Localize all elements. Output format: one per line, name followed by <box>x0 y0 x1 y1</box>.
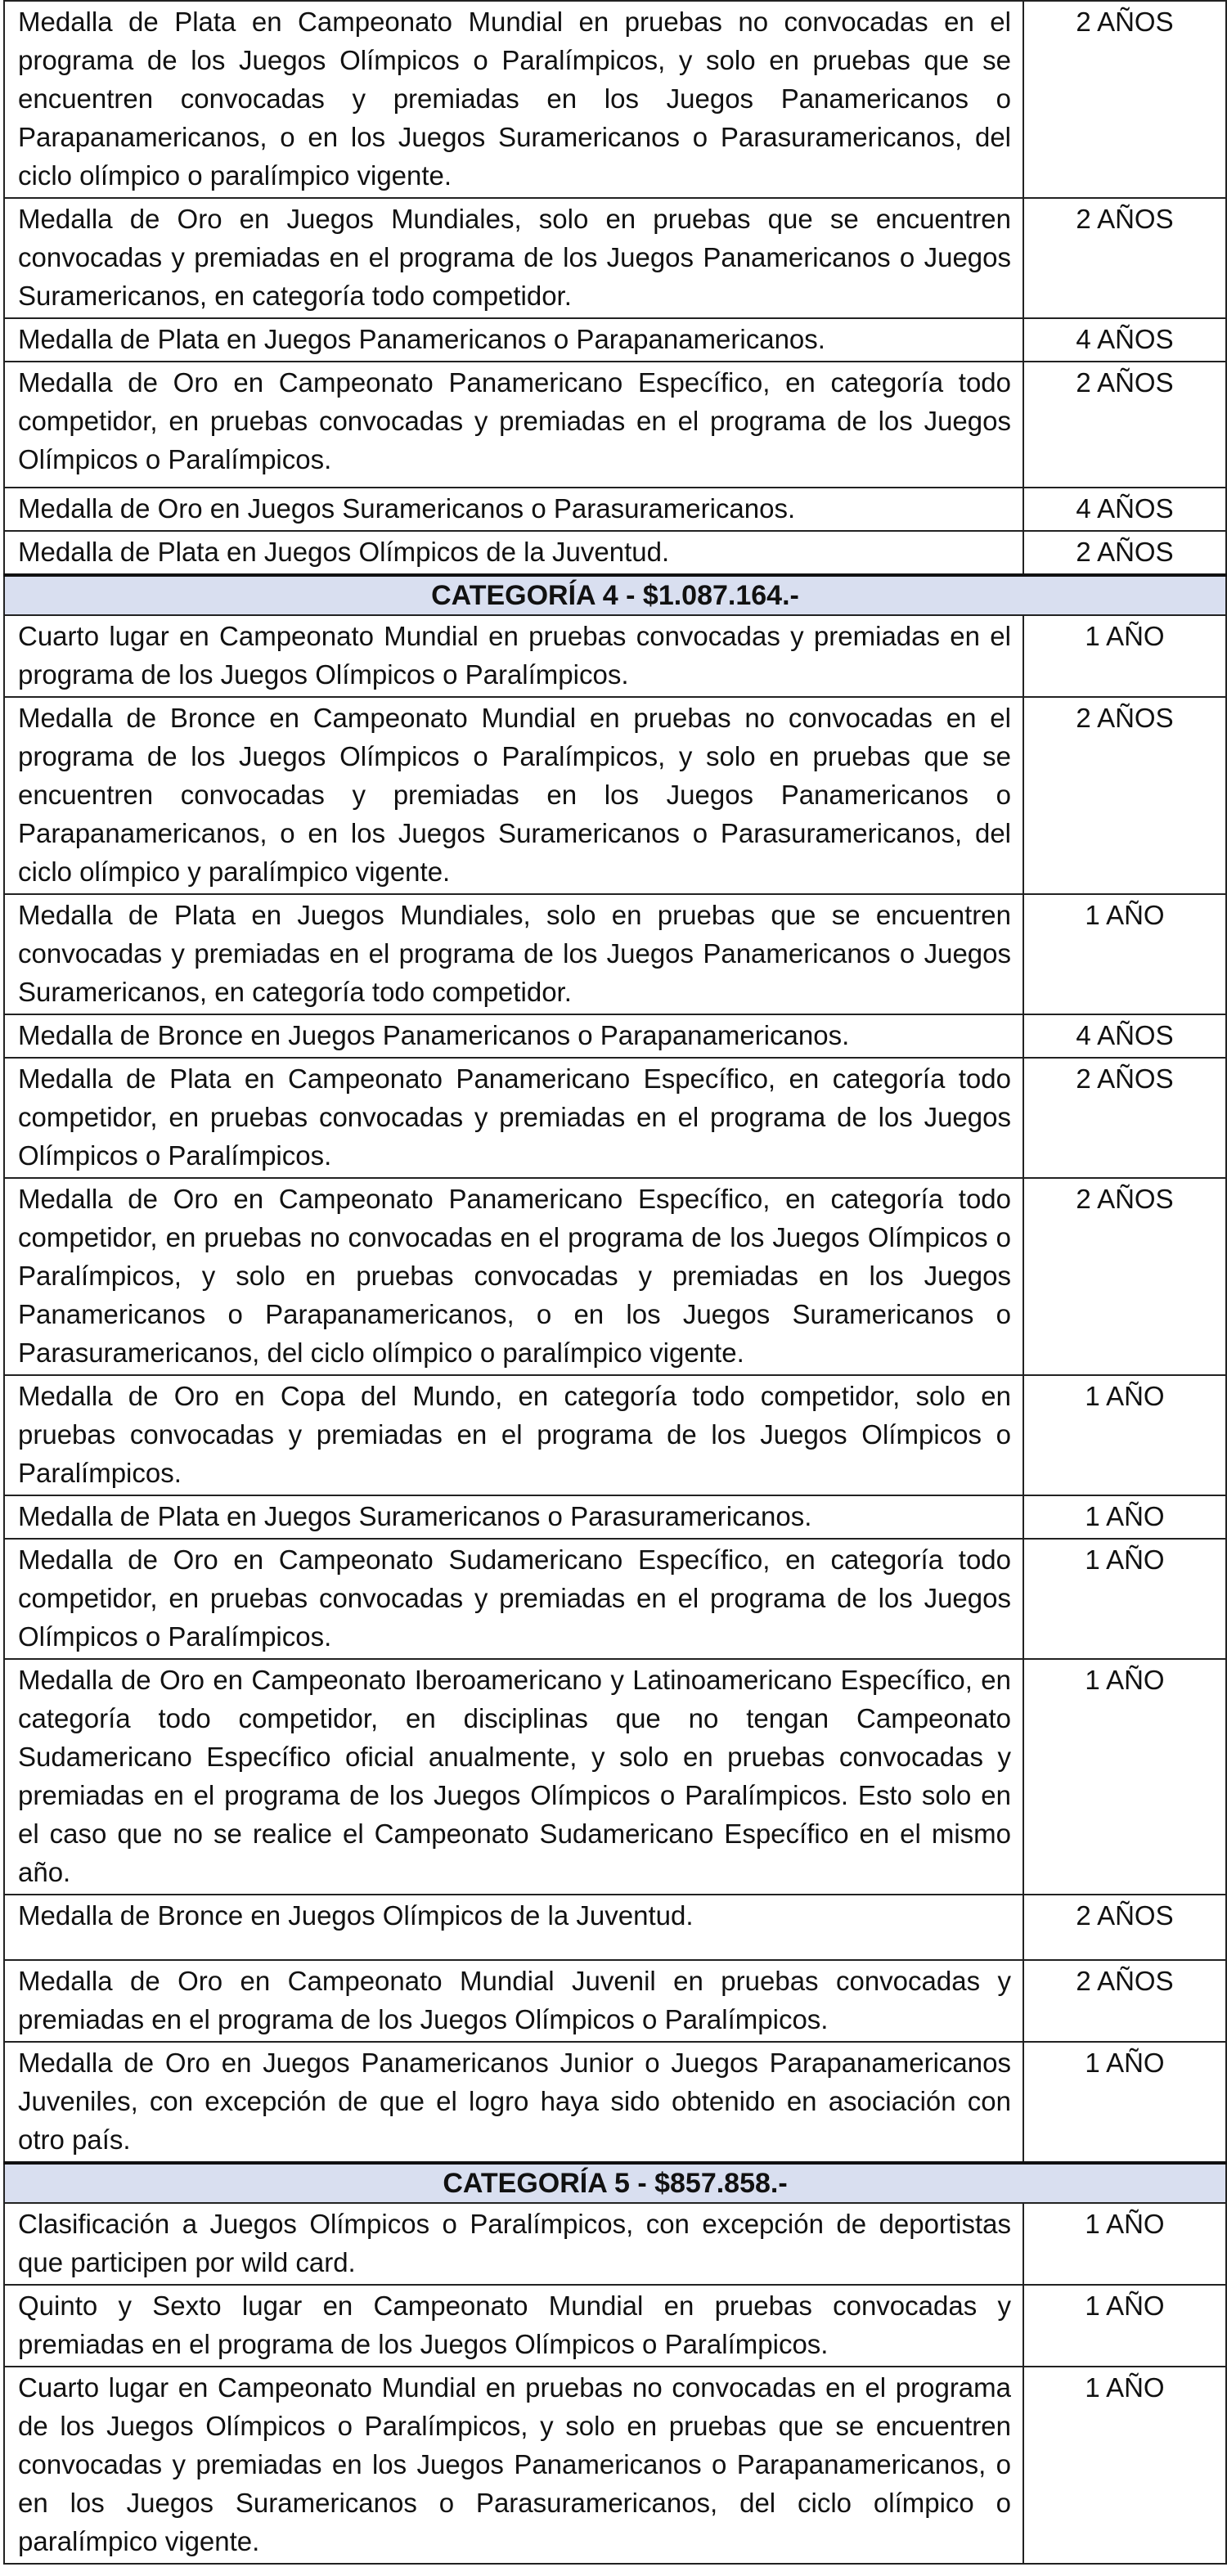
row-description: Medalla de Oro en Campeonato Panamericano Específico, en categoría todo competidor, en pruebas convocadas y premiadas en el programa de los Juegos Olímpicos o Paralímpicos. <box>4 362 1023 488</box>
row-description: Medalla de Plata en Juegos Suramericanos o Parasuramericanos. <box>4 1495 1023 1539</box>
row-duration: 2 AÑOS <box>1023 1960 1226 2042</box>
row-duration: 1 AÑO <box>1023 615 1226 697</box>
row-duration: 1 AÑO <box>1023 1659 1226 1895</box>
table-row <box>4 198 1226 318</box>
row-description: Cuarto lugar en Campeonato Mundial en pruebas no convocadas en el programa de los Juegos Olímpicos o Paralímpicos, y solo en pruebas que se encuentren convocadas y premiadas en los Juegos Panamericanos o Parapanamericanos, o en los Juegos Suramericanos o Parasuramericanos, del ciclo olímpico o paralímpico vigente. <box>4 2367 1023 2564</box>
row-duration: 1 AÑO <box>1023 1495 1226 1539</box>
category-header-row <box>4 2163 1226 2203</box>
row-duration: 2 AÑOS <box>1023 1058 1226 1178</box>
row-description: Medalla de Plata en Campeonato Panamericano Específico, en categoría todo competidor, en pruebas convocadas y premiadas en el programa de los Juegos Olímpicos o Paralímpicos. <box>4 1058 1023 1178</box>
category-header-row <box>4 575 1226 615</box>
row-duration: 2 AÑOS <box>1023 1178 1226 1375</box>
row-description: Medalla de Oro en Campeonato Panamericano Específico, en categoría todo competidor, en pruebas no convocadas en el programa de los Juegos Olímpicos o Paralímpicos, y solo en pruebas convocadas y premiadas en los Juegos Panamericanos o Parapanamericanos, o en los Juegos Suramericanos o Parasuramericanos, del ciclo olímpico o paralímpico vigente. <box>4 1178 1023 1375</box>
row-description: Medalla de Bronce en Juegos Olímpicos de la Juventud. <box>4 1895 1023 1960</box>
row-description: Medalla de Oro en Copa del Mundo, en categoría todo competidor, solo en pruebas convocadas y premiadas en el programa de los Juegos Olímpicos o Paralímpicos. <box>4 1375 1023 1495</box>
benefits-table-document <box>3 0 1227 2565</box>
row-duration: 2 AÑOS <box>1023 198 1226 318</box>
table-row <box>4 1375 1226 1495</box>
row-duration: 1 AÑO <box>1023 2285 1226 2367</box>
row-description: Quinto y Sexto lugar en Campeonato Mundial en pruebas convocadas y premiadas en el programa de los Juegos Olímpicos o Paralímpicos. <box>4 2285 1023 2367</box>
row-duration: 1 AÑO <box>1023 2203 1226 2285</box>
row-duration: 2 AÑOS <box>1023 531 1226 575</box>
row-duration: 1 AÑO <box>1023 1539 1226 1659</box>
row-duration: 1 AÑO <box>1023 894 1226 1014</box>
row-description: Medalla de Oro en Campeonato Sudamericano Específico, en categoría todo competidor, en pruebas convocadas y premiadas en el programa de los Juegos Olímpicos o Paralímpicos. <box>4 1539 1023 1659</box>
row-description: Medalla de Oro en Campeonato Iberoamericano y Latinoamericano Específico, en categoría todo competidor, en disciplinas que no tengan Campeonato Sudamericano Específico oficial anualmente, y solo en pruebas convocadas y premiadas en el programa de los Juegos Olímpicos o Paralímpicos. Esto solo en el caso que no se realice el Campeonato Sudamericano Específico en el mismo año. <box>4 1659 1023 1895</box>
table-row <box>4 1659 1226 1895</box>
table-row <box>4 1539 1226 1659</box>
table-row <box>4 894 1226 1014</box>
table-row <box>4 2203 1226 2285</box>
row-duration: 1 AÑO <box>1023 2367 1226 2564</box>
table-row <box>4 1014 1226 1058</box>
row-description: Medalla de Plata en Juegos Mundiales, solo en pruebas que se encuentren convocadas y premiadas en el programa de los Juegos Panamericanos o Juegos Suramericanos, en categoría todo competidor. <box>4 894 1023 1014</box>
table-row <box>4 2285 1226 2367</box>
table-row <box>4 1960 1226 2042</box>
row-description: Medalla de Bronce en Campeonato Mundial en pruebas no convocadas en el programa de los Juegos Olímpicos o Paralímpicos, y solo en pruebas que se encuentren convocadas y premiadas en los Juegos Panamericanos o Parapanamericanos, o en los Juegos Suramericanos o Parasuramericanos, del ciclo olímpico y paralímpico vigente. <box>4 697 1023 894</box>
table-row <box>4 1495 1226 1539</box>
table-row <box>4 362 1226 488</box>
table-row <box>4 1 1226 198</box>
row-description: Medalla de Oro en Juegos Panamericanos Junior o Juegos Parapanamericanos Juveniles, con excepción de que el logro haya sido obtenido en asociación con otro país. <box>4 2042 1023 2163</box>
categories-table <box>3 0 1227 2565</box>
row-description: Cuarto lugar en Campeonato Mundial en pruebas convocadas y premiadas en el programa de los Juegos Olímpicos o Paralímpicos. <box>4 615 1023 697</box>
row-duration: 2 AÑOS <box>1023 1 1226 198</box>
row-description: Medalla de Bronce en Juegos Panamericanos o Parapanamericanos. <box>4 1014 1023 1058</box>
table-row <box>4 1058 1226 1178</box>
table-row <box>4 318 1226 362</box>
row-description: Clasificación a Juegos Olímpicos o Paralímpicos, con excepción de deportistas que participen por wild card. <box>4 2203 1023 2285</box>
category-title: CATEGORÍA 4 - $1.087.164.- <box>4 575 1226 615</box>
table-row <box>4 2042 1226 2163</box>
row-duration: 2 AÑOS <box>1023 697 1226 894</box>
row-description: Medalla de Plata en Juegos Olímpicos de la Juventud. <box>4 531 1023 575</box>
row-duration: 4 AÑOS <box>1023 1014 1226 1058</box>
table-row <box>4 697 1226 894</box>
table-row <box>4 488 1226 531</box>
category-title: CATEGORÍA 5 - $857.858.- <box>4 2163 1226 2203</box>
table-row <box>4 1178 1226 1375</box>
row-duration: 2 AÑOS <box>1023 1895 1226 1960</box>
row-description: Medalla de Plata en Campeonato Mundial en pruebas no convocadas en el programa de los Juegos Olímpicos o Paralímpicos, y solo en pruebas que se encuentren convocadas y premiadas en los Juegos Panamericanos o Parapanamericanos, o en los Juegos Suramericanos o Parasuramericanos, del ciclo olímpico o paralímpico vigente. <box>4 1 1023 198</box>
table-row <box>4 615 1226 697</box>
table-row <box>4 1895 1226 1960</box>
row-description: Medalla de Oro en Campeonato Mundial Juvenil en pruebas convocadas y premiadas en el programa de los Juegos Olímpicos o Paralímpicos. <box>4 1960 1023 2042</box>
row-description: Medalla de Oro en Juegos Suramericanos o Parasuramericanos. <box>4 488 1023 531</box>
row-duration: 2 AÑOS <box>1023 362 1226 488</box>
row-description: Medalla de Oro en Juegos Mundiales, solo en pruebas que se encuentren convocadas y premiadas en el programa de los Juegos Panamericanos o Juegos Suramericanos, en categoría todo competidor. <box>4 198 1023 318</box>
row-duration: 1 AÑO <box>1023 1375 1226 1495</box>
row-description: Medalla de Plata en Juegos Panamericanos o Parapanamericanos. <box>4 318 1023 362</box>
row-duration: 4 AÑOS <box>1023 488 1226 531</box>
table-row <box>4 531 1226 575</box>
table-row <box>4 2367 1226 2564</box>
row-duration: 4 AÑOS <box>1023 318 1226 362</box>
row-duration: 1 AÑO <box>1023 2042 1226 2163</box>
